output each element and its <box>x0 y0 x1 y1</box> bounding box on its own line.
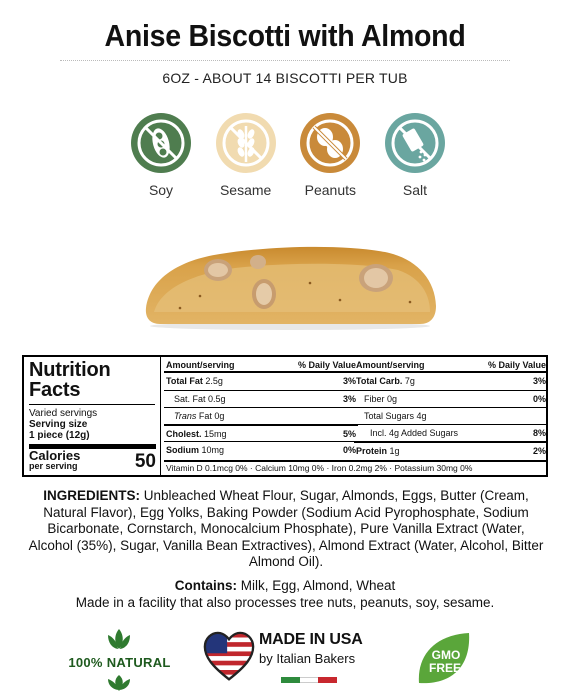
natural-badge-text: 100% NATURAL <box>68 655 171 670</box>
nutrient-amount: 0g <box>387 394 398 404</box>
nutrient-label: Total Carb. <box>356 376 403 386</box>
nutrient-column-2 <box>354 357 548 458</box>
servings-text: Varied servings <box>29 408 98 419</box>
soy-free-icon <box>130 112 192 174</box>
amount-header: Amount/serving <box>356 360 425 370</box>
nutrient-amount: 4g <box>416 411 427 421</box>
nutrient-row <box>354 390 548 407</box>
nutrient-label: Total Fat <box>166 376 203 386</box>
nutrient-amount: 7g <box>404 376 415 386</box>
nutrient-amount: 10mg <box>201 445 225 455</box>
nutrient-dv: 5% <box>342 429 356 439</box>
nutrient-column-1 <box>164 357 358 458</box>
salt-free-icon <box>384 112 446 174</box>
gmo-free-leaf-icon <box>413 629 473 689</box>
natural-badge <box>62 625 177 693</box>
vitamins-minerals-footer: Vitamin D 0.1mcg 0% · Calcium 10mg 0% · Iron 0.2mg 2% · Potassium 30mg 0% <box>164 460 548 475</box>
gmo-text-1: GMO <box>431 648 461 662</box>
dv-header: % Daily Value <box>487 360 546 370</box>
nutrient-label: Sodium <box>166 445 199 455</box>
subtitle: 6OZ - ABOUT 14 BISCOTTI PER TUB <box>162 70 408 86</box>
nutrient-dv: 8% <box>532 428 546 438</box>
by-italian-bakers-text: by Italian Bakers <box>259 651 356 666</box>
allergen-salt <box>382 112 448 198</box>
nutrient-label: Cholest. <box>166 429 202 439</box>
biscotti-image <box>140 238 440 333</box>
nutrient-row <box>164 390 358 407</box>
contains-text: Milk, Egg, Almond, Wheat <box>240 578 396 593</box>
allergen-icons <box>128 112 448 198</box>
nutrient-row <box>164 407 358 424</box>
divider <box>29 404 155 405</box>
calories-value: 50 <box>134 451 156 472</box>
nutrient-label: Incl. 4g Added Sugars <box>370 428 459 438</box>
amount-header: Amount/serving <box>166 360 235 370</box>
nutrient-amount: 2.5g <box>205 376 223 386</box>
nutrition-facts-panel <box>22 355 548 477</box>
nutrition-title-line1: Nutrition <box>29 359 111 381</box>
us-flag-heart-icon <box>203 631 255 683</box>
badges-row <box>0 625 570 695</box>
calories-label: Calories <box>29 448 81 463</box>
nutrient-label: Total Sugars <box>364 411 415 421</box>
allergen-label: Sesame <box>219 182 272 198</box>
nutrient-row <box>164 441 358 458</box>
allergen-label: Peanuts <box>304 182 356 198</box>
nutrient-dv: 2% <box>532 446 546 456</box>
nutrient-label: Sat. Fat <box>174 394 206 404</box>
serving-size-label: Serving size <box>29 419 88 430</box>
nutrient-row <box>354 424 548 441</box>
nutrient-dv: 3% <box>532 376 546 386</box>
nutrient-dv: 0% <box>532 394 546 404</box>
ingredients-block <box>28 488 544 571</box>
facility-notice: Made in a facility that also processes tree nuts, peanuts, soy, sesame. <box>75 595 495 610</box>
serving-size-value: 1 piece (12g) <box>29 430 90 441</box>
allergen-peanuts <box>297 112 363 198</box>
nutrient-dv: 3% <box>342 376 356 386</box>
nutrient-amount: 15mg <box>204 429 227 439</box>
allergen-sesame <box>213 112 279 198</box>
nutrient-dv: 3% <box>342 394 356 404</box>
made-in-usa-text: MADE IN USA <box>259 631 363 648</box>
italian-flag-bar <box>281 677 337 683</box>
nutrient-amount: 1g <box>389 446 400 456</box>
nutrient-amount: 0.5g <box>208 394 226 404</box>
calories-block <box>29 444 156 471</box>
title-divider <box>60 60 510 61</box>
allergen-soy <box>128 112 194 198</box>
nutrient-label: Trans <box>174 411 197 421</box>
dv-header: % Daily Value <box>297 360 356 370</box>
nutrient-row <box>354 441 548 458</box>
nutrient-row <box>164 373 358 390</box>
allergen-label: Soy <box>148 182 174 198</box>
ingredients-text: Unbleached Wheat Flour, Sugar, Almonds, Eggs, Butter (Cream, Natural Flavor), Egg Yolks, Baking Powder (Sodium Acid Pyrophosphate, Sodium Bicarbonate, Cornstarch, Monocalcium Phosphate), Pure Vanilla Extract (Water, Alcohol (35%), Sugar, Vanilla Bean Extractives), Almond Extract (Water, Alcohol, Bitter Almond Oil). <box>28 488 544 569</box>
contains-line <box>0 578 570 593</box>
contains-label: Contains: <box>174 578 237 593</box>
page-title: Anise Biscotti with Almond <box>104 18 466 53</box>
peanut-free-icon <box>299 112 361 174</box>
column-header <box>164 357 358 373</box>
nutrient-row <box>354 373 548 390</box>
made-in-usa-badge <box>203 629 378 691</box>
nutrient-dv: 0% <box>342 445 356 455</box>
ingredients-label: INGREDIENTS: <box>43 488 141 503</box>
nutrient-row <box>164 424 358 441</box>
nutrition-title-line2: Facts <box>29 379 81 401</box>
gmo-text-2: FREE <box>428 661 462 675</box>
column-header <box>354 357 548 373</box>
allergen-label: Salt <box>402 182 428 198</box>
nutrient-amount: Fat 0g <box>198 411 225 421</box>
sesame-free-icon <box>215 112 277 174</box>
gmo-free-badge <box>413 629 473 689</box>
calories-sub: per serving <box>29 461 78 471</box>
nutrition-summary <box>24 357 161 475</box>
nutrient-label: Protein <box>356 446 388 456</box>
nutrient-label: Fiber <box>364 394 385 404</box>
nutrient-row <box>354 407 548 424</box>
